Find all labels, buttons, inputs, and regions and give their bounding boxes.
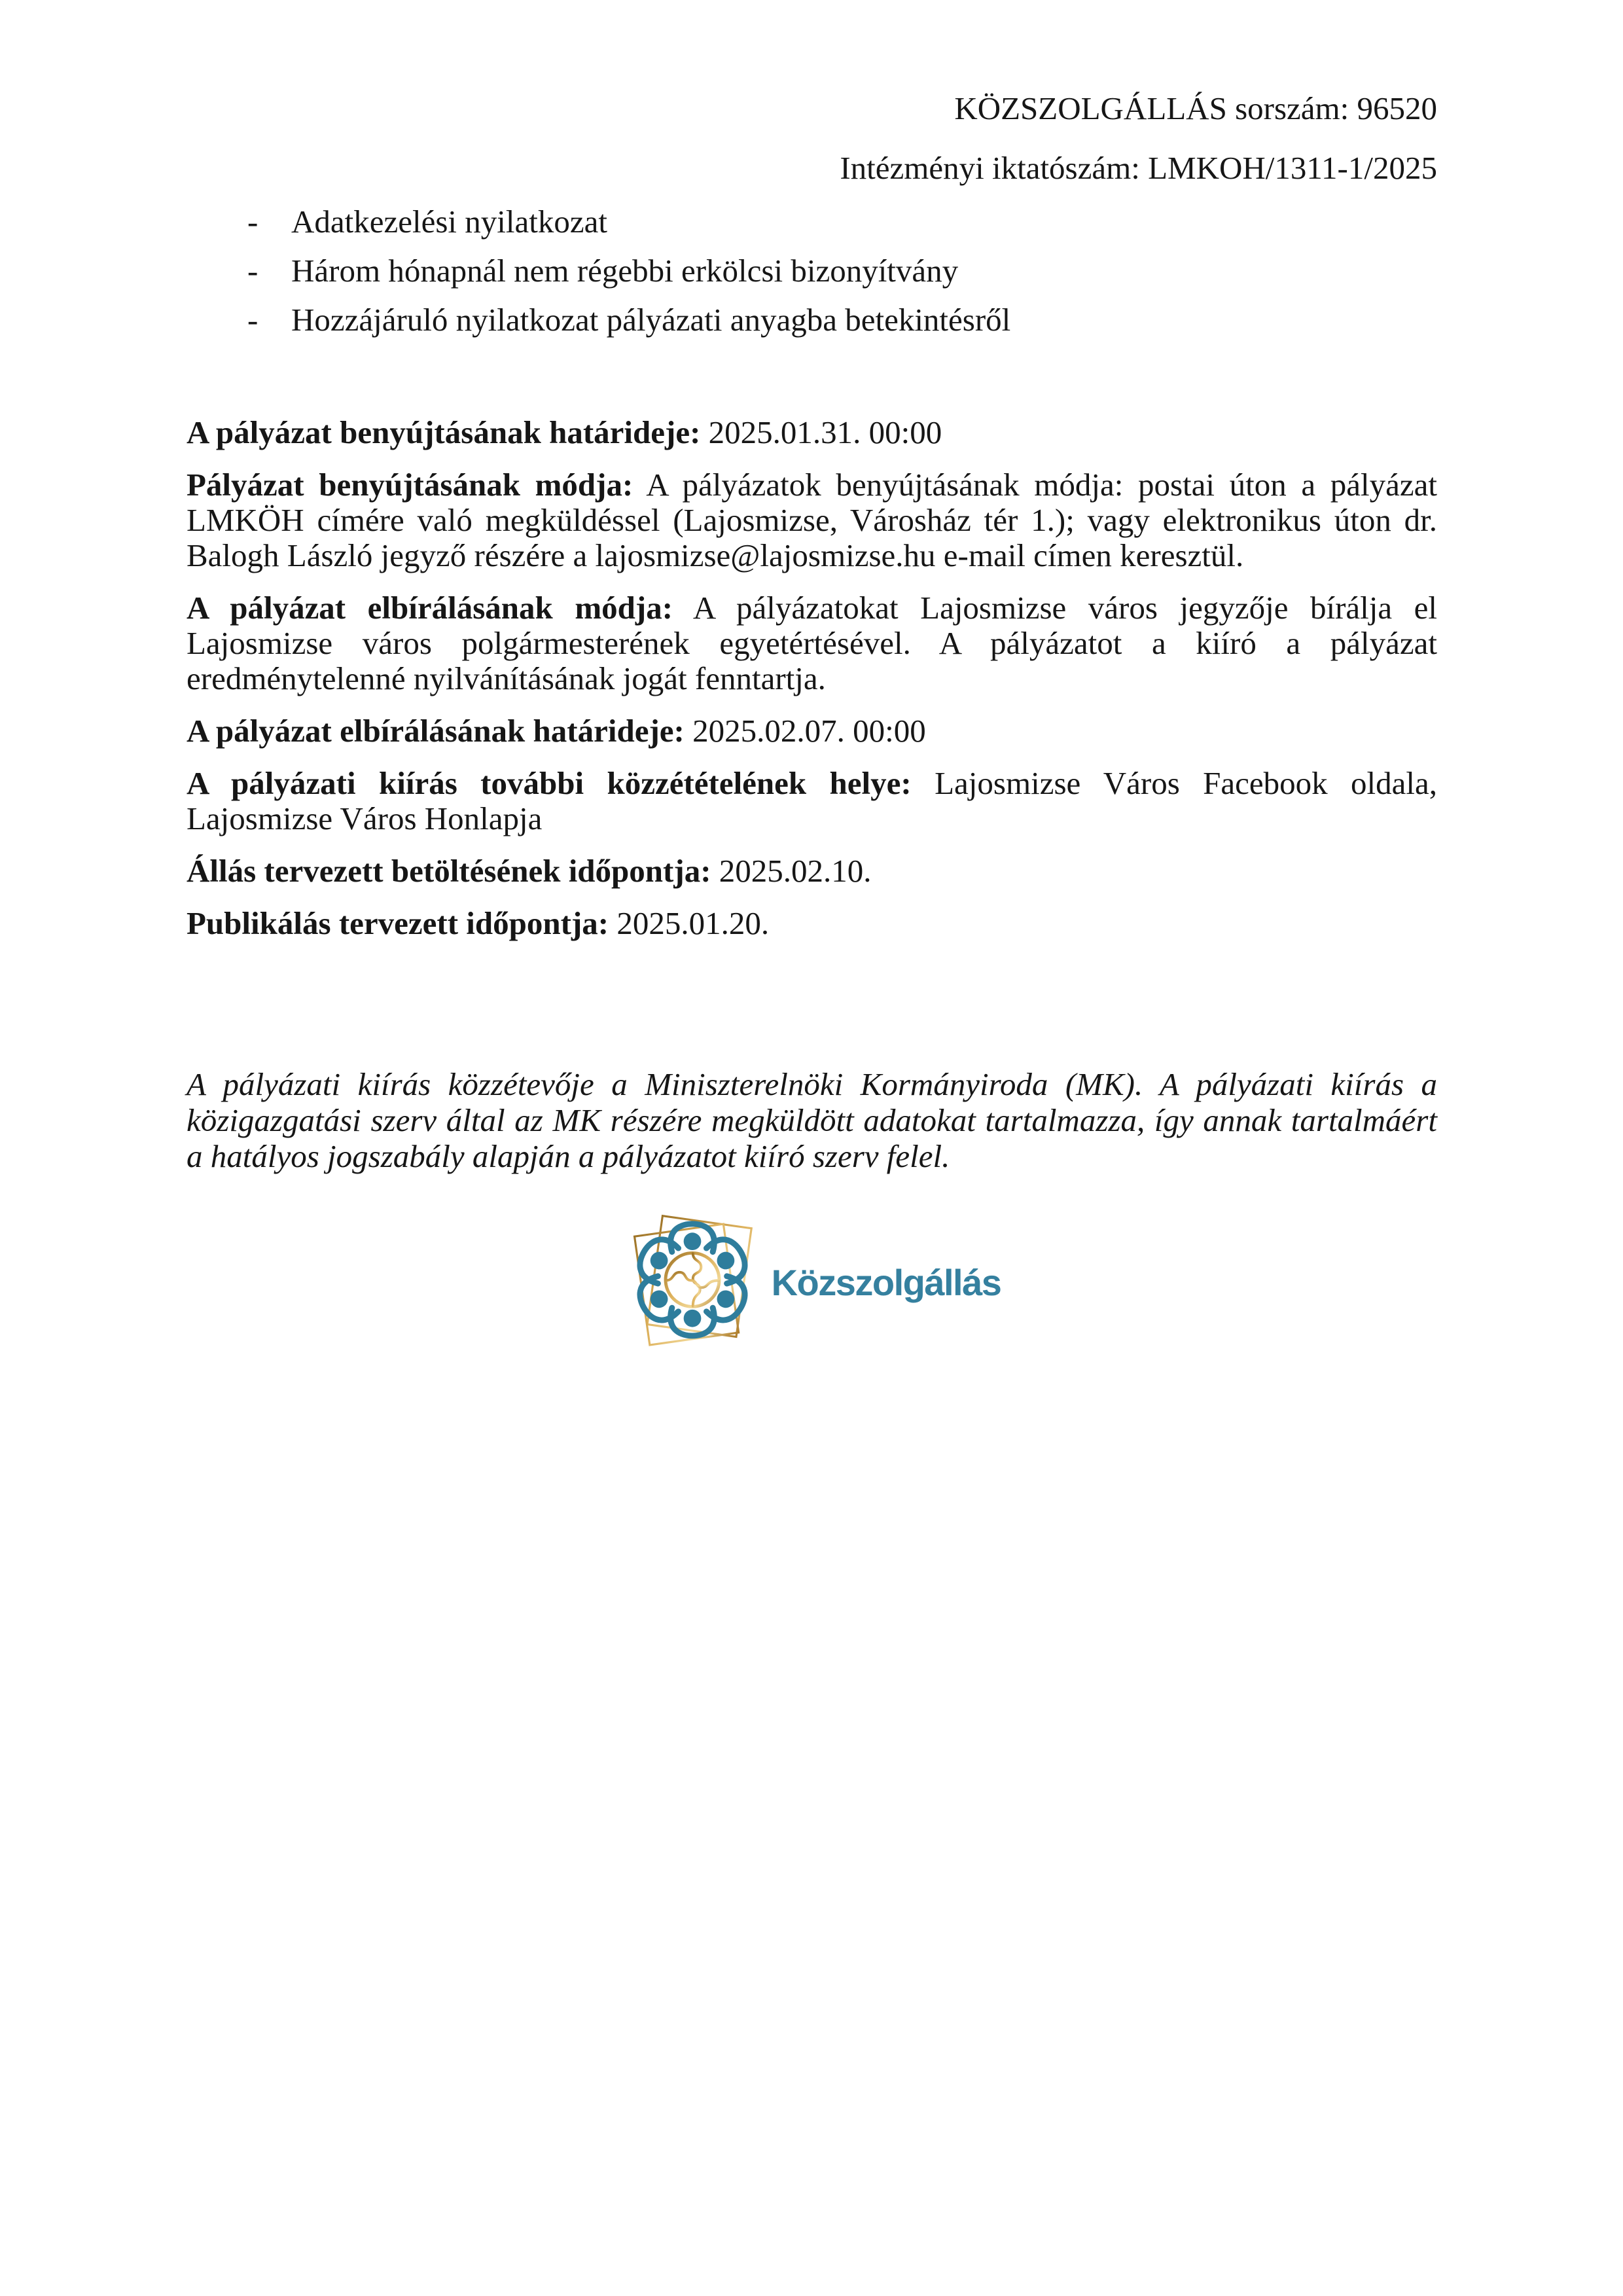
field-value: A pályázatok benyújtásának módja: postai úton a pályázat LMKÖH címére való megküldéssel (Lajosmizse, Városház tér 1.); vagy elektronikus úton dr. Balogh László jegyző részére a lajosmizse@lajosmizse.hu e-mail címen keresztül. (187, 467, 1437, 573)
list-item (187, 304, 1437, 336)
field-value: Lajosmizse Város Facebook oldala, Lajosmizse Város Honlapja (187, 765, 1438, 836)
field-submission-method (187, 467, 1437, 573)
field-evaluation-method (187, 590, 1437, 696)
field-position-start-date (187, 853, 1437, 889)
field-value: 2025.01.20. (616, 905, 770, 941)
list-item-text: Adatkezelési nyilatkozat (291, 204, 607, 240)
field-value: 2025.02.07. 00:00 (692, 713, 926, 749)
field-label: Állás tervezett betöltésének időpontja: (187, 853, 711, 889)
list-item (187, 206, 1437, 238)
field-label: Pályázat benyújtásának módja: (187, 467, 633, 503)
field-label: A pályázat elbírálásának módja: (187, 590, 673, 626)
legal-disclaimer: A pályázati kiírás közzétevője a Miniszterelnöki Kormányiroda (MK). A pályázati kiírás a közigazgatási szerv által az MK részére megküldött adatokat tartalmazza, így annak tartalmáért a hatályos jogszabály alapján a pályázatot kiíró szerv felel. (187, 1066, 1437, 1174)
dash-bullet: - (247, 302, 259, 338)
field-section (187, 415, 1437, 958)
field-submission-deadline (187, 415, 1437, 450)
kozszolgallas-logo (0, 1208, 1623, 1357)
puzzle-circle (666, 1253, 719, 1306)
field-publication-date (187, 906, 1437, 941)
list-item-text: Három hónapnál nem régebbi erkölcsi bizonyítvány (291, 253, 959, 289)
list-item (187, 255, 1437, 287)
field-label: A pályázati kiírás további közzétételének helye: (187, 765, 912, 801)
serial-number-line: KÖZSZOLGÁLLÁS sorszám: 96520 (954, 90, 1437, 126)
field-label: Publikálás tervezett időpontja: (187, 905, 609, 941)
kozszolgallas-emblem-icon (622, 1208, 762, 1357)
field-value: A pályázatokat Lajosmizse város jegyzője bírálja el Lajosmizse város polgármesterének egyetértésével. A pályázatot a kiíró a pályázat eredménytelenné nyilvánításának jogát fenntartja. (187, 590, 1437, 696)
attachment-list (187, 206, 1437, 353)
list-item-text: Hozzájáruló nyilatkozat pályázati anyagba betekintésről (291, 302, 1011, 338)
dash-bullet: - (247, 204, 259, 240)
field-evaluation-deadline (187, 713, 1437, 749)
header-meta (187, 92, 1437, 185)
kozszolgallas-wordmark: Közszolgállás (771, 1261, 1001, 1303)
field-label: A pályázat benyújtásának határideje: (187, 414, 701, 450)
registry-number-line: Intézményi iktatószám: LMKOH/1311-1/2025 (840, 150, 1437, 186)
field-value: 2025.02.10. (719, 853, 872, 889)
dash-bullet: - (247, 253, 259, 289)
field-value: 2025.01.31. 00:00 (708, 414, 942, 450)
field-label: A pályázat elbírálásának határideje: (187, 713, 685, 749)
field-additional-publication (187, 766, 1437, 836)
